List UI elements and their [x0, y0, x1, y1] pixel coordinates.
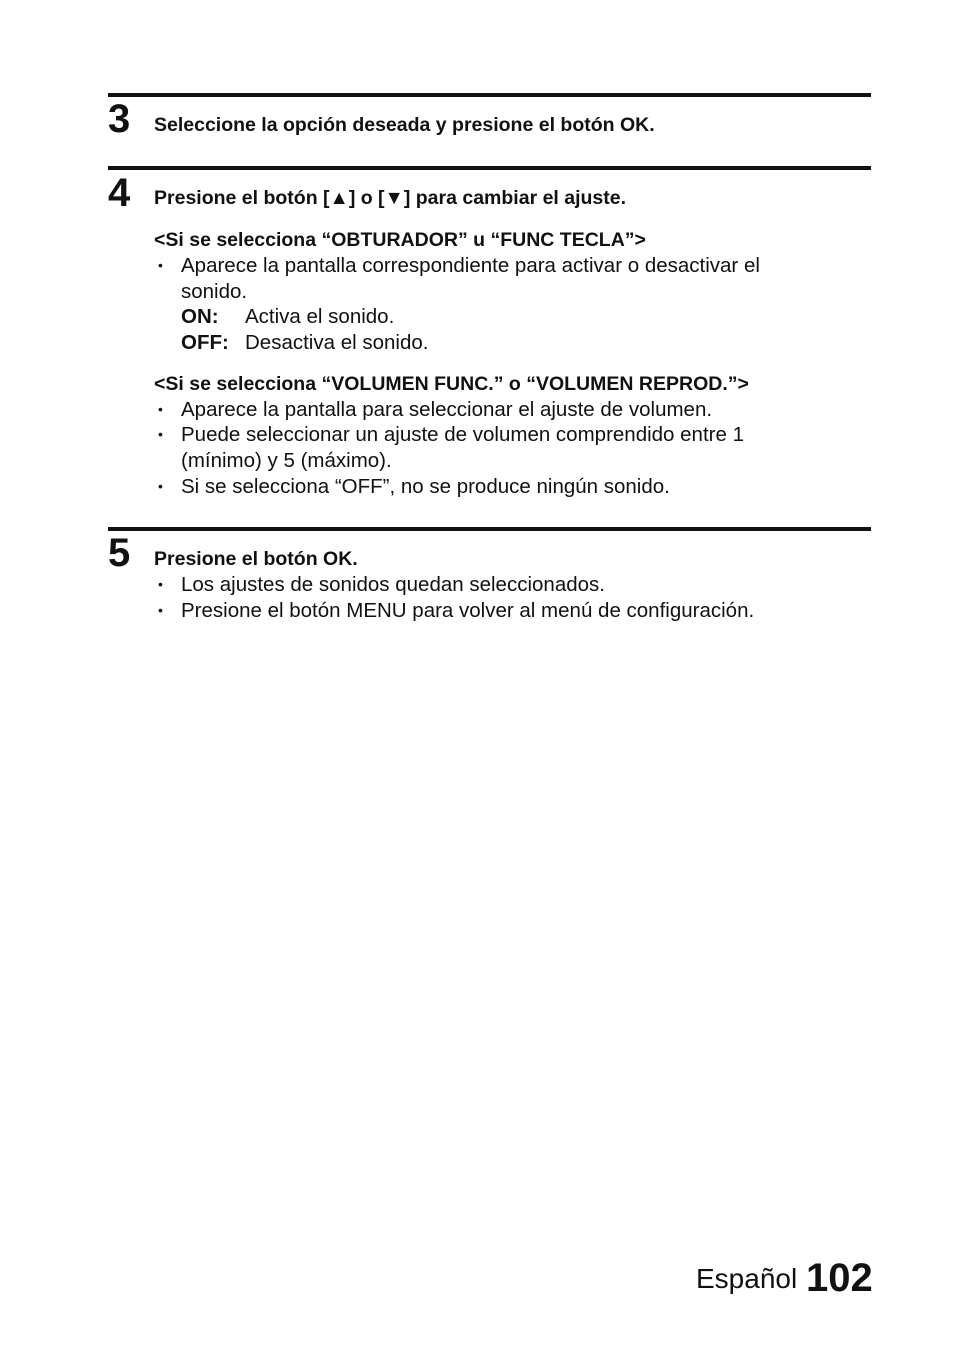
step-4-heading: Presione el botón [▲] o [▼] para cambiar el ajuste.	[154, 187, 627, 209]
list-item	[154, 253, 804, 304]
option-on-row	[181, 304, 394, 329]
bullet-icon: •	[158, 426, 163, 442]
bullet-icon: •	[158, 602, 163, 618]
step-4-divider	[108, 166, 871, 170]
list-item-text: Si se selecciona “OFF”, no se produce ningún sonido.	[181, 475, 670, 498]
option-on-value: Activa el sonido.	[245, 305, 395, 328]
list-item-text: Los ajustes de sonidos quedan seleccionados.	[181, 573, 605, 596]
section-volumen-title: <Si se selecciona “VOLUMEN FUNC.” o “VOLUMEN REPROD.”>	[154, 373, 749, 395]
bullet-icon: •	[158, 478, 163, 494]
step-3-heading: Seleccione la opción deseada y presione el botón OK.	[154, 114, 655, 136]
step-5-heading: Presione el botón OK.	[154, 548, 358, 570]
list-item-text: Presione el botón MENU para volver al menú de configuración.	[181, 599, 755, 622]
option-off-row	[181, 330, 428, 355]
page-number: 102	[806, 1256, 873, 1300]
list-item-text: Aparece la pantalla para seleccionar el ajuste de volumen.	[181, 398, 713, 421]
option-on-key: ON:	[181, 305, 219, 328]
step-3-number: 3	[108, 97, 130, 141]
option-off-value: Desactiva el sonido.	[245, 331, 429, 354]
list-item	[154, 572, 854, 598]
bullet-icon: •	[158, 401, 163, 417]
bullet-icon: •	[158, 257, 163, 273]
step-5-number: 5	[108, 531, 130, 575]
step-3-divider	[108, 93, 871, 97]
list-item-text: Puede seleccionar un ajuste de volumen comprendido entre 1 (mínimo) y 5 (máximo).	[181, 423, 744, 472]
footer-language: Español	[696, 1263, 798, 1294]
step-5-divider	[108, 527, 871, 531]
list-item	[154, 474, 854, 500]
list-item	[154, 397, 854, 423]
bullet-icon: •	[158, 576, 163, 592]
section-obturador-title: <Si se selecciona “OBTURADOR” u “FUNC TECLA”>	[154, 229, 646, 251]
option-off-key: OFF:	[181, 331, 229, 354]
list-item	[154, 598, 854, 624]
list-item-text: Aparece la pantalla correspondiente para activar o desactivar el sonido.	[181, 254, 760, 303]
list-item	[154, 422, 794, 473]
step-4-number: 4	[108, 171, 130, 215]
